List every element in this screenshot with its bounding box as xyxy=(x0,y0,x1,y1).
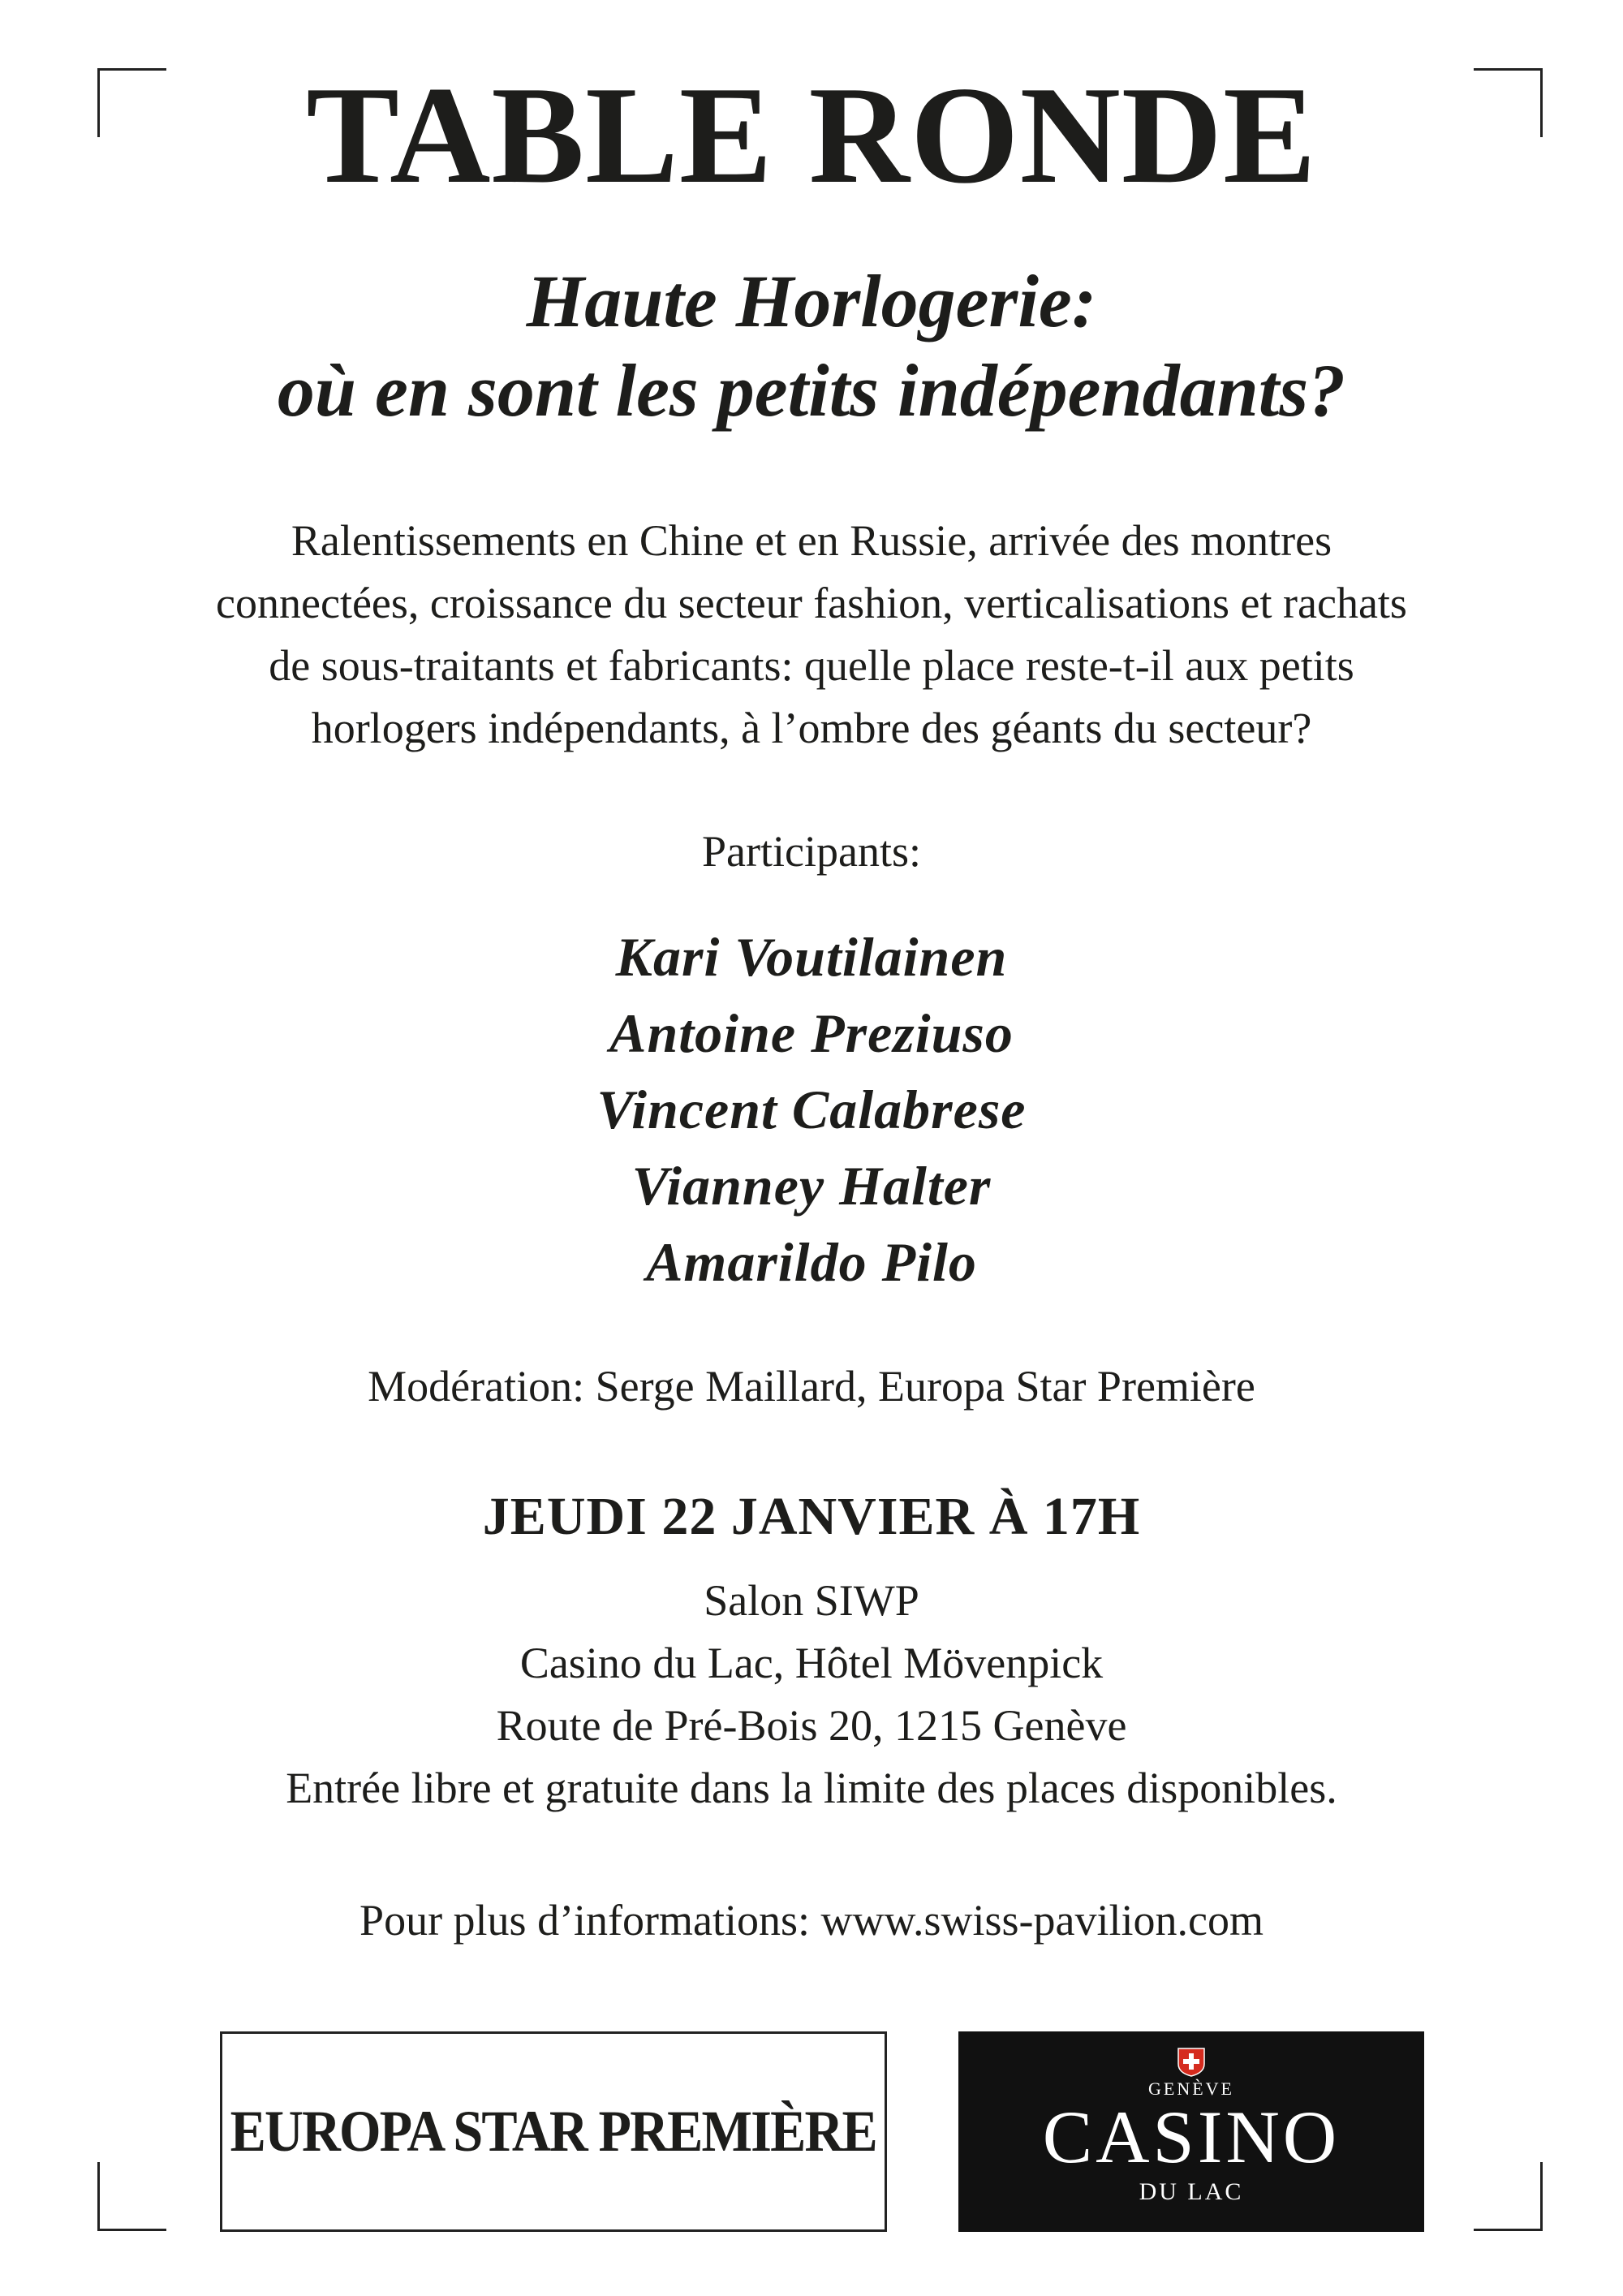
casino-logo-subtitle: DU LAC xyxy=(1139,2178,1244,2205)
intro-line: connectées, croissance du secteur fashion, verticalisations et rachats xyxy=(216,579,1407,627)
participant-name: Vincent Calabrese xyxy=(596,1079,1027,1140)
intro-line: horlogers indépendants, à l’ombre des géants du secteur? xyxy=(311,704,1312,752)
intro-paragraph xyxy=(81,510,1542,760)
subtitle-line: où en sont les petits indépendants? xyxy=(277,349,1346,433)
venue-line: Entrée libre et gratuite dans la limite des places disponibles. xyxy=(286,1764,1337,1812)
participants-label: Participants: xyxy=(702,827,921,876)
venue-line: Route de Pré-Bois 20, 1215 Genève xyxy=(496,1701,1127,1750)
subtitle xyxy=(0,256,1623,436)
venue-line: Casino du Lac, Hôtel Mövenpick xyxy=(519,1639,1104,1687)
more-info-text: Pour plus d’informations: www.swiss-pavilion.com xyxy=(359,1896,1264,1945)
event-date: JEUDI 22 JANVIER À 17H xyxy=(482,1487,1141,1546)
intro-line: de sous-traitants et fabricants: quelle place reste-t-il aux petits xyxy=(269,641,1354,690)
participant-name: Kari Voutilainen xyxy=(615,926,1008,988)
participant-name: Vianney Halter xyxy=(631,1155,992,1217)
venue-line: Salon SIWP xyxy=(704,1576,919,1625)
crop-mark-bottom-left xyxy=(97,2162,166,2231)
casino-logo-name: CASINO xyxy=(1042,2096,1341,2178)
intro-line: Ralentissements en Chine et en Russie, arrivée des montres xyxy=(291,516,1332,565)
moderation-text: Modération: Serge Maillard, Europa Star Première xyxy=(368,1362,1255,1411)
subtitle-line: Haute Horlogerie: xyxy=(526,260,1097,342)
participant-name: Antoine Preziuso xyxy=(609,1002,1014,1064)
page-title: TABLE RONDE xyxy=(306,58,1317,213)
event-venue xyxy=(0,1570,1623,1820)
europa-star-logo-text: EUROPA STAR PREMIÈRE xyxy=(230,2099,877,2164)
participant-name: Amarildo Pilo xyxy=(646,1231,977,1293)
casino-du-lac-logo xyxy=(958,2031,1424,2232)
europa-star-logo xyxy=(220,2031,887,2232)
casino-logo-city: GENÈVE xyxy=(1148,2078,1234,2099)
swiss-cross-icon xyxy=(1177,2048,1205,2077)
crop-mark-bottom-right xyxy=(1474,2162,1543,2231)
participants-list xyxy=(0,919,1623,1300)
